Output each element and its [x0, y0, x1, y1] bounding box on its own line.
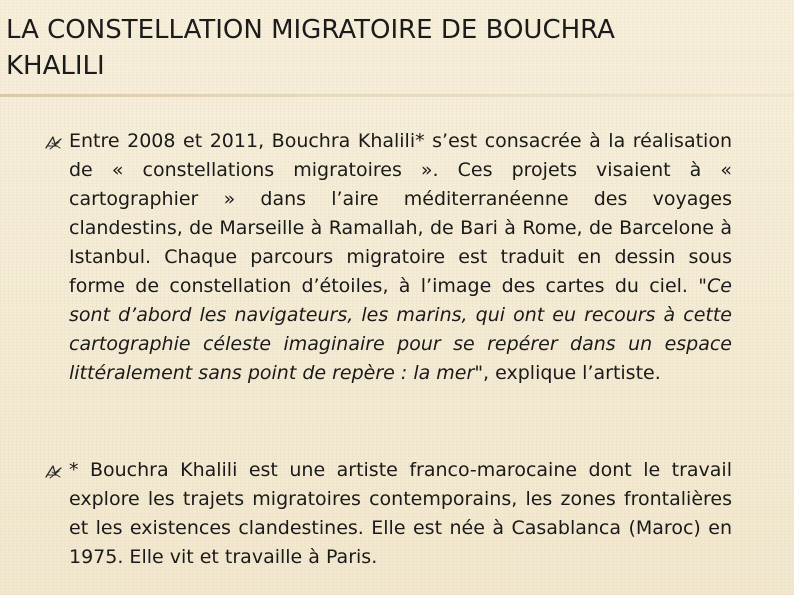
- bullet-text-outro: ", explique l’artiste.: [474, 362, 661, 384]
- bullet-item-constellations: [36, 127, 732, 388]
- scribble-bullet-icon: [44, 135, 64, 151]
- bullet-text: * Bouchra Khalili est une artiste franco-marocaine dont le travail explore les trajets migratoires contemporains, les zones frontalières et les existences clandestines. Elle est née à Casablanca (Maroc) en 1975. Elle vit et travaille à Paris.: [69, 459, 732, 568]
- bullet-item-biography: [36, 456, 732, 572]
- bullet-text-intro: Entre 2008 et 2011, Bouchra Khalili* s’est consacrée à la réalisation de « constellations migratoires ». Ces projets visaient à « cartographier » dans l’aire méditerranéenne des voyages clandestins, de Marseille à Ramallah, de Bari à Rome, de Barcelone à Istanbul. Chaque parcours migratoire est traduit en dessin sous forme de constellation d’étoiles, à l’image des cartes du ciel. ": [69, 130, 732, 297]
- slide-title-line-1: LA CONSTELLATION MIGRATOIRE DE BOUCHRA: [6, 15, 615, 45]
- bullet-text: [69, 127, 732, 388]
- scribble-bullet-icon: [44, 464, 64, 480]
- artist-quote: Ce sont d’abord les navigateurs, les marins, qui ont eu recours à cette cartographie céleste imaginaire pour se repérer dans un espace littéralement sans point de repère : la mer: [69, 275, 732, 384]
- slide-title-line-2: KHALILI: [6, 51, 105, 81]
